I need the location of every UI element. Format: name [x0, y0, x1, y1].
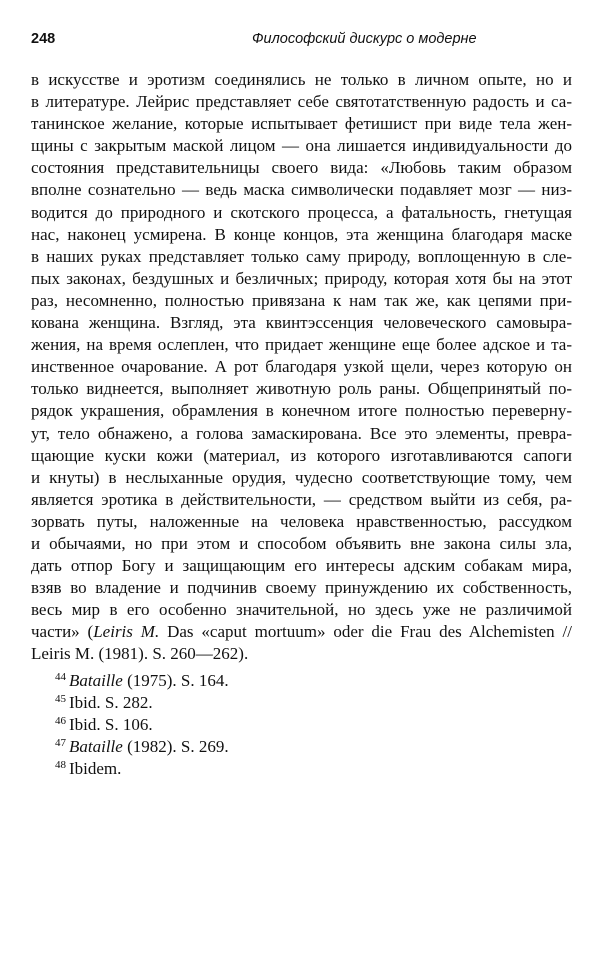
text-line: рядок украшения, обрамления в конечном итоге полностью переверну- [31, 401, 572, 421]
footnote-number: 45 [55, 692, 66, 705]
text-line: весь мир в его особенно значительной, но здесь уже не различимой [31, 600, 572, 620]
footnote-number: 47 [55, 736, 66, 749]
page-number: 248 [31, 31, 56, 47]
text-line: в литературе. Лейрис представляет себе святотатственную радость и са- [31, 92, 572, 112]
body-text [31, 69, 572, 776]
footnote [31, 754, 572, 776]
footnote-number: 46 [55, 714, 66, 727]
text-line: и кнуты) в неслыханные орудия, чудесно соответствующие тому, чем [31, 467, 572, 487]
citation-line: Leiris M. (1981). S. 260—262). [31, 644, 249, 664]
footnote-text: (1982). S. 269. [122, 736, 229, 756]
footnote [31, 688, 572, 710]
text-line: танинское желание, которые испытывает фетишист при виде тела жен- [31, 114, 572, 134]
text-line: вполне сознательно — ведь маска символически подавляет мозг — низ- [31, 180, 572, 200]
text-line: жения, на время ослеплен, что придает женщине еще более адское и та- [31, 335, 572, 355]
footnote-author: Bataille [69, 670, 123, 690]
footnote [31, 666, 572, 688]
footnotes [31, 666, 572, 776]
running-title: Философский дискурс о модерне [252, 31, 477, 47]
running-header [31, 31, 571, 51]
text-line: ут, тело обнажено, а голова замаскирована. Все это элементы, превра- [31, 423, 572, 443]
text-line: щающие куски кожи (материал, из которого изготавливаются сапоги [31, 445, 572, 465]
text-line: раз, несомненно, полностью привязана к нам так же, как цепями при- [31, 290, 572, 310]
footnote-text: Ibidem. [69, 758, 122, 778]
text-line: щины с закрытым маской лицом — она лишается индивидуальности до [31, 136, 572, 156]
text-line: только виднеется, выполняет животную роль раны. Общепринятый по- [31, 379, 572, 399]
paragraph [31, 69, 572, 621]
text-line: состояния представительницы своего вида: «Любовь таким образом [31, 158, 572, 178]
text-line: и обычаями, но при этом и способом объявить вне закона силы зла, [31, 533, 572, 553]
footnote [31, 710, 572, 732]
text-line: является эротика в действительности, — средством выйти из себя, ра- [31, 489, 572, 509]
text-line: взяв во владение и подчинив своему принуждению их собственность, [31, 578, 572, 598]
text-line: зорвать путы, наложенные на человека нравственностью, рассудком [31, 511, 572, 531]
citation-line: части» (Leiris M. Das «caput mortuum» oder die Frau des Alchemisten // [31, 622, 572, 642]
footnote-number: 48 [55, 758, 66, 771]
footnote-text: Ibid. S. 282. [69, 692, 153, 712]
footnote [31, 732, 572, 754]
footnote-text: (1975). S. 164. [122, 670, 229, 690]
text-line: в искусстве и эротизм соединялись не только в личном опыте, но и [31, 70, 572, 89]
footnote-author: Bataille [69, 736, 123, 756]
text-line: пых законах, бездушных и безличных; природу, которая хотя бы на этот [31, 268, 572, 288]
footnote-text: Ibid. S. 106. [69, 714, 153, 734]
text-line: дать отпор Богу и защищающим его интересы адским собакам мира, [31, 556, 572, 576]
citation-author: Leiris M. [93, 622, 160, 642]
text-line: инственное очарование. А рот благодаря узкой щели, через которую он [31, 357, 572, 377]
text-line: кована женщина. Взгляд, эта квинтэссенция человеческого самовыра- [31, 313, 572, 333]
text-line: водится до природного и скотского процесса, а фатальность, гнетущая [31, 202, 572, 222]
footnote-number: 44 [55, 670, 66, 683]
text-line: в наших руках представляет только саму природу, воплощенную в сле- [31, 246, 572, 266]
text-line: нас, наконец усмирена. В конце концов, эта женщина благодаря маске [31, 224, 572, 244]
